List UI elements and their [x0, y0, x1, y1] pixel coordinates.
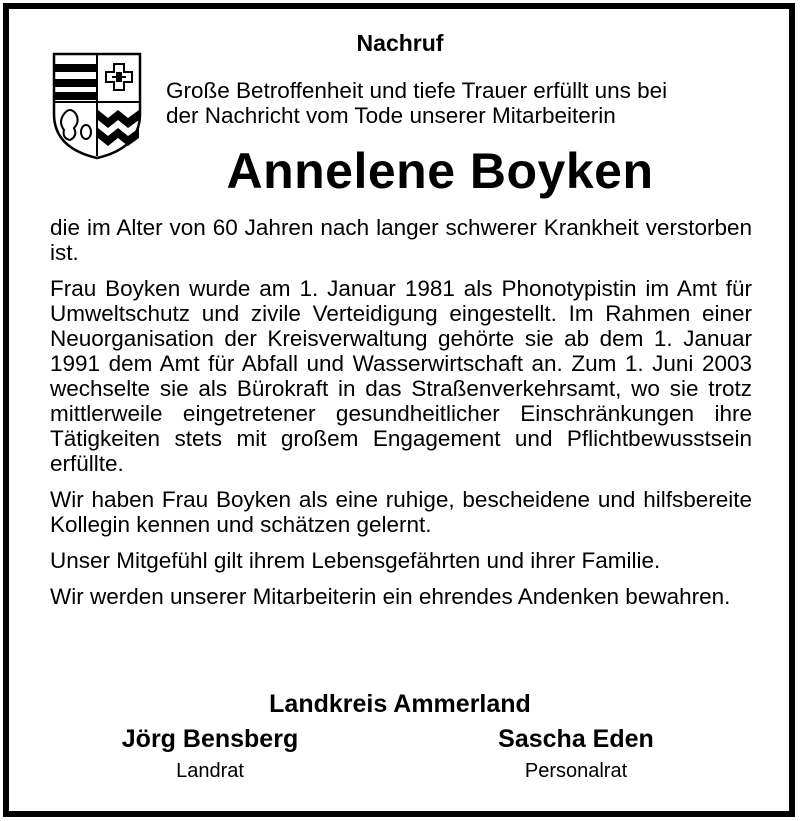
notice-body	[50, 215, 752, 620]
signatory-role: Personalrat	[524, 760, 628, 782]
body-paragraph: Frau Boyken wurde am 1. Januar 1981 als Phonotypistin im Amt für Umweltschutz und zivile Verteidigung eingestellt. Im Rahmen einer Neuorganisation der Kreisverwaltung gehörte sie ab dem 1. Januar 1991 dem Amt für Abfall und Wasserwirtschaft an. Zum 1. Juni 2003 wechselte sie als Bürokraft in das Straßenverkehrsamt, wo sie trotz mittlerweile eingetretener gesundheitlicher Einschränkungen ihre Tätigkeiten stets mit großem Engagement und Pflichtbewusstsein erfüllte.	[50, 276, 752, 476]
organization-name: Landkreis Ammerland	[269, 690, 531, 718]
signatory-name: Jörg Bensberg	[121, 725, 299, 753]
signatory-role: Landrat	[176, 760, 244, 782]
notice-heading: Nachruf	[356, 30, 444, 56]
body-paragraph: Wir werden unserer Mitarbeiterin ein ehrendes Andenken bewahren.	[50, 584, 731, 609]
signatory-name: Sascha Eden	[498, 725, 654, 753]
body-paragraph: Wir haben Frau Boyken als eine ruhige, bescheidene und hilfsbereite Kollegin kennen und schätzen gelernt.	[50, 487, 752, 537]
body-paragraph: Unser Mitgefühl gilt ihrem Lebensgefährten und ihrer Familie.	[50, 548, 661, 573]
intro-text	[166, 78, 756, 128]
body-paragraph: die im Alter von 60 Jahren nach langer schwerer Krankheit verstorben ist.	[50, 215, 752, 265]
intro-line: Große Betroffenheit und tiefe Trauer erfüllt uns bei	[166, 78, 668, 103]
deceased-name: Annelene Boyken	[226, 143, 654, 199]
intro-line: der Nachricht vom Tode unserer Mitarbeiterin	[166, 103, 616, 128]
